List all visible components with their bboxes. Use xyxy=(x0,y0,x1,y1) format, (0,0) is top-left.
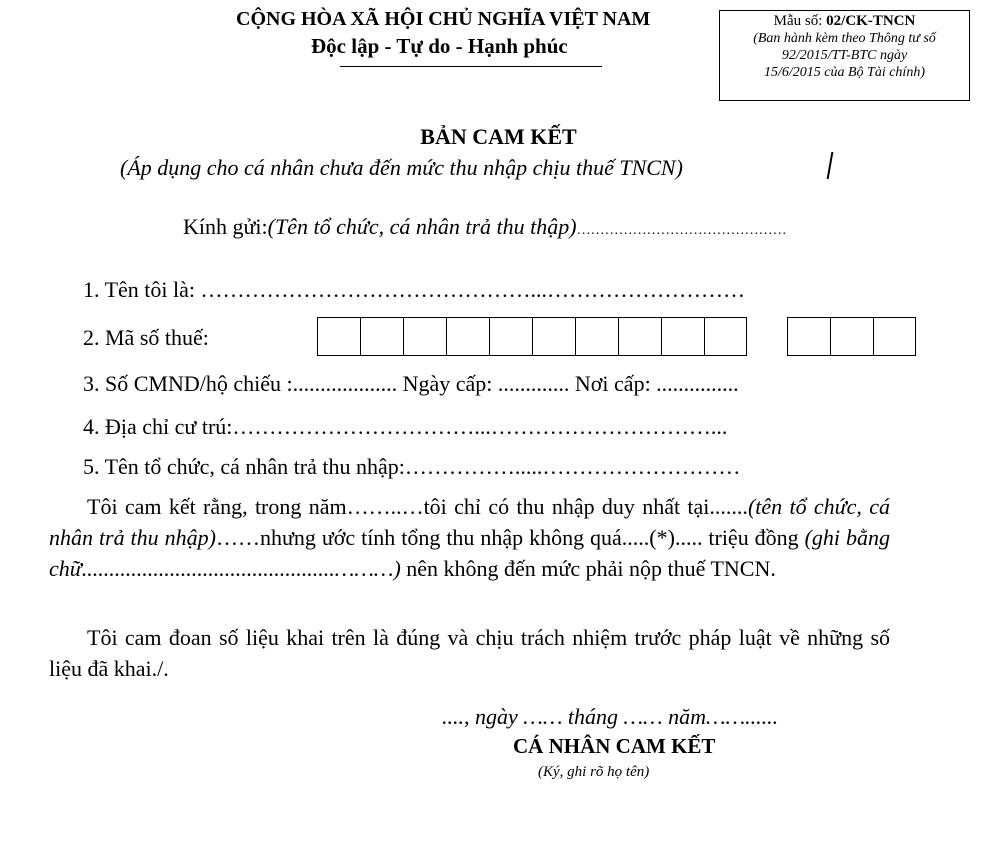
tax-code-cell[interactable] xyxy=(787,317,830,356)
tax-code-cell[interactable] xyxy=(489,317,532,356)
nation-motto: Độc lập - Tự do - Hạnh phúc xyxy=(311,34,568,58)
tax-code-cell[interactable] xyxy=(704,317,747,356)
tax-code-cell[interactable] xyxy=(532,317,575,356)
field-id-card[interactable]: 3. Số CMND/hộ chiếu :................... Ngày cấp: ............. Nơi cấp: ............... xyxy=(83,371,739,396)
tax-code-cell[interactable] xyxy=(317,317,360,356)
recipient-dots: ……………………………………… xyxy=(576,223,787,238)
form-note-line2: 92/2015/TT-BTC ngày xyxy=(781,48,908,63)
commitment-italic2: (ghi bằng chữ..............................................………) xyxy=(49,525,890,581)
form-code-prefix: Mẫu số: xyxy=(773,13,827,29)
signature-title: CÁ NHÂN CAM KẾT xyxy=(513,734,716,758)
tax-code-cell[interactable] xyxy=(575,317,618,356)
pledge-text: Tôi cam đoan số liệu khai trên là đúng và chịu trách nhiệm trước pháp luật về những số liệu đã khai./. xyxy=(49,625,890,681)
tax-code-cell[interactable] xyxy=(403,317,446,356)
signature-note: (Ký, ghi rõ họ tên) xyxy=(538,764,650,780)
form-code-box xyxy=(719,10,970,101)
commitment-part1: Tôi cam kết rằng, trong năm……..…tôi chỉ có thu nhập duy nhất tại....... xyxy=(87,494,748,519)
document-title: BẢN CAM KẾT xyxy=(420,124,577,149)
pledge-paragraph xyxy=(49,622,890,684)
tax-code-cell[interactable] xyxy=(830,317,873,356)
field-income-payer[interactable]: 5. Tên tổ chức, cá nhân trả thu nhập:…………….....……………………… xyxy=(83,454,741,479)
tax-code-boxes-suffix[interactable] xyxy=(787,317,916,356)
tax-code-boxes-main[interactable] xyxy=(317,317,747,356)
tax-code-cell[interactable] xyxy=(360,317,403,356)
commitment-italic1: (tên tổ chức, cá nhân trả thu nhập) xyxy=(49,494,891,550)
text-cursor-mark xyxy=(827,152,834,179)
form-note-line1: (Ban hành kèm theo Thông tư số xyxy=(753,31,936,46)
motto-underline xyxy=(340,66,602,67)
tax-code-cell[interactable] xyxy=(618,317,661,356)
form-code-line xyxy=(720,13,969,30)
recipient-hint: (Tên tổ chức, cá nhân trả thu thập) xyxy=(267,214,577,239)
form-code: 02/CK-TNCN xyxy=(826,13,916,29)
recipient-line[interactable] xyxy=(183,214,787,240)
field-tax-code-label: 2. Mã số thuế: xyxy=(83,325,209,350)
commitment-part3: nên không đến mức phải nộp thuế TNCN. xyxy=(400,556,776,581)
field-address[interactable]: 4. Địa chỉ cư trú:……………………………...…………………………... xyxy=(83,414,728,439)
commitment-part2: ……nhưng ước tính tổng thu nhập không quá.....(*)..... triệu đồng xyxy=(215,525,805,550)
form-note-line3: 15/6/2015 của Bộ Tài chính) xyxy=(764,65,925,80)
commitment-paragraph xyxy=(49,491,890,584)
tax-code-cell[interactable] xyxy=(661,317,704,356)
nation-title: CỘNG HÒA XÃ HỘI CHỦ NGHĨA VIỆT NAM xyxy=(236,8,651,30)
signature-date-line: ...., ngày …… tháng …… năm……...... xyxy=(442,704,779,729)
recipient-label: Kính gửi: xyxy=(183,214,268,239)
document-subtitle: (Áp dụng cho cá nhân chưa đến mức thu nhập chịu thuế TNCN) xyxy=(120,155,683,180)
tax-code-cell[interactable] xyxy=(446,317,489,356)
tax-code-cell[interactable] xyxy=(873,317,916,356)
field-name[interactable]: 1. Tên tôi là: ………………………………………...……………………… xyxy=(83,277,746,302)
